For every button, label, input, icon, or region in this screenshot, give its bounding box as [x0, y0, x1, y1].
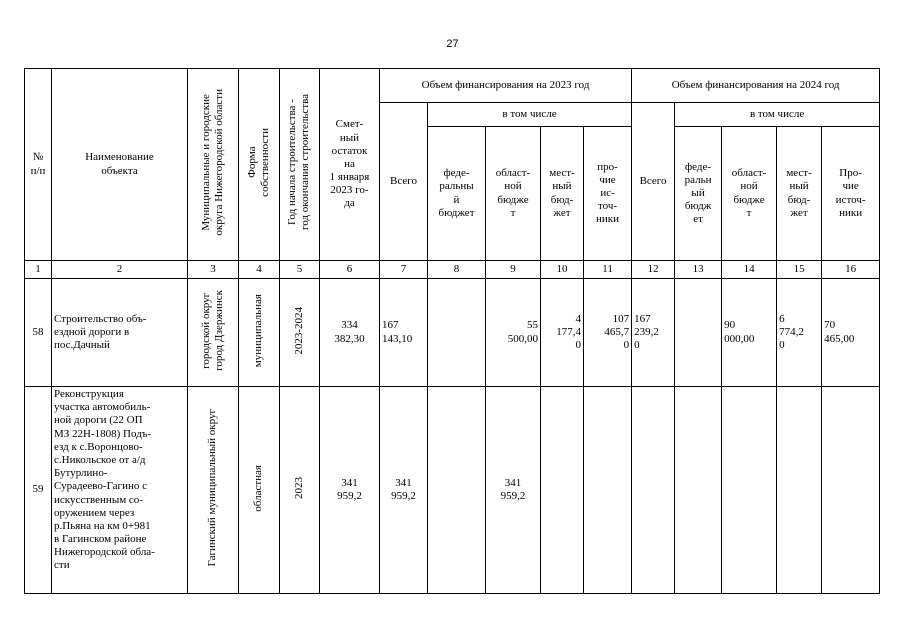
row-years-text: 2023-2024 — [292, 306, 305, 355]
row-num: 59 — [25, 387, 52, 594]
header-incl-2023: в том числе — [428, 103, 632, 127]
row-ownership — [239, 279, 280, 387]
row-other-2023: 107 465,7 0 — [584, 279, 632, 387]
header-regional-2024: област- ной бюдже т — [722, 127, 777, 261]
header-total-2024: Всего — [632, 103, 675, 261]
row-local-2024 — [777, 387, 822, 594]
header-incl-2024: в том числе — [675, 103, 880, 127]
header-fin-2024: Объем финансирования на 2024 год — [632, 69, 880, 103]
row-regional-2024: 90 000,00 — [722, 279, 777, 387]
row-estimate: 341 959,2 — [320, 387, 380, 594]
header-regional-2023: област- ной бюдже т — [486, 127, 541, 261]
financing-table — [24, 68, 880, 594]
column-number: 15 — [777, 261, 822, 279]
header-local-2023: мест- ный бюд- жет — [541, 127, 584, 261]
header-municipality-text: Муниципальные и городские округа Нижегородской области — [199, 89, 225, 236]
column-number: 8 — [428, 261, 486, 279]
row-federal-2024 — [675, 279, 722, 387]
column-number: 16 — [822, 261, 880, 279]
row-regional-2023: 55 500,00 — [486, 279, 541, 387]
column-number: 14 — [722, 261, 777, 279]
column-number: 2 — [52, 261, 188, 279]
header-estimate: Смет- ный остаток на 1 января 2023 го- да — [320, 69, 380, 261]
row-name: Реконструкция участка автомобиль- ной дороги (22 ОП МЗ 22Н-1808) Подъ- езд к с.Воронцово- с.Никольское от а/д Бутурлино- Сурадеево-Гагино с искусственным со- оружением через р.Пьяна на км 0+981 в Гагинском районе Нижегородской обла- сти — [52, 387, 188, 594]
header-other-2024: Про- чие источ- ники — [822, 127, 880, 261]
column-number: 10 — [541, 261, 584, 279]
row-municipality — [188, 279, 239, 387]
column-number: 13 — [675, 261, 722, 279]
column-number: 11 — [584, 261, 632, 279]
header-ownership — [239, 69, 280, 261]
header-federal-2024: феде- ральн ый бюдж ет — [675, 127, 722, 261]
header-num: № п/п — [25, 69, 52, 261]
row-estimate: 334 382,30 — [320, 279, 380, 387]
column-number: 6 — [320, 261, 380, 279]
row-total-2023: 341 959,2 — [380, 387, 428, 594]
header-years-text: Год начала строительства - год окончания строительства — [286, 94, 312, 231]
header-local-2024: мест- ный бюд- жет — [777, 127, 822, 261]
column-number: 7 — [380, 261, 428, 279]
header-total-2023: Всего — [380, 103, 428, 261]
row-federal-2023 — [428, 279, 486, 387]
row-federal-2023 — [428, 387, 486, 594]
row-municipality-text: Гагинский муниципальный округ — [206, 409, 219, 567]
table-row — [25, 279, 880, 387]
row-name: Строительство объ- ездной дороги в пос.Дачный — [52, 279, 188, 387]
column-number: 12 — [632, 261, 675, 279]
column-number: 9 — [486, 261, 541, 279]
header-name: Наименование объекта — [52, 69, 188, 261]
row-federal-2024 — [675, 387, 722, 594]
column-number: 4 — [239, 261, 280, 279]
row-local-2024: 6 774,2 0 — [777, 279, 822, 387]
header-federal-2023: феде- ральны й бюджет — [428, 127, 486, 261]
row-other-2024: 70 465,00 — [822, 279, 880, 387]
row-ownership — [239, 387, 280, 594]
row-total-2024 — [632, 387, 675, 594]
row-regional-2024 — [722, 387, 777, 594]
row-ownership-text: муниципальная — [252, 293, 265, 368]
column-number: 3 — [188, 261, 239, 279]
page-number: 27 — [446, 38, 459, 50]
row-years — [280, 387, 320, 594]
column-number: 1 — [25, 261, 52, 279]
row-years — [280, 279, 320, 387]
row-municipality-text: городской округ город Дзержинск — [199, 289, 225, 371]
row-num: 58 — [25, 279, 52, 387]
row-ownership-text: областная — [252, 464, 265, 512]
row-years-text: 2023 — [292, 476, 305, 499]
header-years — [280, 69, 320, 261]
header-ownership-text: Форма собственности — [245, 128, 271, 197]
row-local-2023 — [541, 387, 584, 594]
row-municipality — [188, 387, 239, 594]
row-local-2023: 4 177,4 0 — [541, 279, 584, 387]
header-municipality — [188, 69, 239, 261]
header-other-2023: про- чие ис- точ- ники — [584, 127, 632, 261]
row-other-2024 — [822, 387, 880, 594]
column-number: 5 — [280, 261, 320, 279]
table-row — [25, 387, 880, 594]
row-total-2024: 167 239,2 0 — [632, 279, 675, 387]
row-total-2023: 167 143,10 — [380, 279, 428, 387]
header-fin-2023: Объем финансирования на 2023 год — [380, 69, 632, 103]
row-other-2023 — [584, 387, 632, 594]
row-regional-2023: 341 959,2 — [486, 387, 541, 594]
